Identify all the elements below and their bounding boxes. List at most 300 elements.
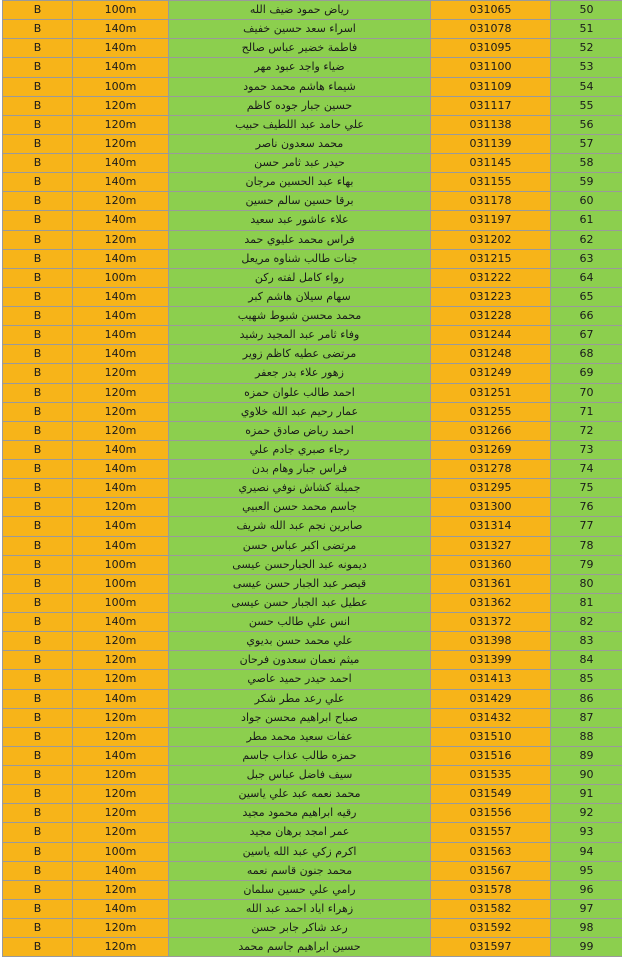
grade-cell: B [3, 154, 73, 173]
table-row [3, 345, 622, 364]
table-row [3, 632, 622, 651]
id-cell: 031266 [431, 421, 551, 440]
table-row [3, 842, 622, 861]
row-number-cell: 59 [551, 173, 622, 192]
name-cell: حمزه طالب عذاب جاسم [169, 746, 431, 765]
id-cell: 031592 [431, 919, 551, 938]
grade-cell: B [3, 804, 73, 823]
id-cell: 031597 [431, 938, 551, 957]
size-cell: 120m [73, 96, 169, 115]
name-cell: علي رعد مطر شكر [169, 689, 431, 708]
grade-cell: B [3, 440, 73, 459]
grade-cell: B [3, 919, 73, 938]
table-row [3, 307, 622, 326]
grade-cell: B [3, 345, 73, 364]
table-row [3, 173, 622, 192]
name-cell: ديمونه عبد الجبارحسن عيسى [169, 555, 431, 574]
size-cell: 140m [73, 20, 169, 39]
grade-cell: B [3, 651, 73, 670]
name-cell: عفات سعيد محمد مطر [169, 727, 431, 746]
id-cell: 031549 [431, 785, 551, 804]
id-cell: 031399 [431, 651, 551, 670]
name-cell: رجاء صبري جادم علي [169, 440, 431, 459]
size-cell: 140m [73, 536, 169, 555]
row-number-cell: 84 [551, 651, 622, 670]
size-cell: 120m [73, 880, 169, 899]
table-row [3, 861, 622, 880]
name-cell: ضياء واجد عبود مهر [169, 58, 431, 77]
table-row [3, 899, 622, 918]
size-cell: 140m [73, 746, 169, 765]
table-row [3, 20, 622, 39]
table-row [3, 364, 622, 383]
grade-cell: B [3, 77, 73, 96]
row-number-cell: 63 [551, 249, 622, 268]
table-row [3, 651, 622, 670]
row-number-cell: 54 [551, 77, 622, 96]
table-row [3, 593, 622, 612]
name-cell: ميثم نعمان سعدون فرحان [169, 651, 431, 670]
id-cell: 031215 [431, 249, 551, 268]
name-cell: سيف فاضل عباس جبل [169, 766, 431, 785]
grade-cell: B [3, 861, 73, 880]
size-cell: 120m [73, 938, 169, 957]
size-cell: 120m [73, 115, 169, 134]
name-cell: علاء عاشور عبد سعيد [169, 211, 431, 230]
row-number-cell: 96 [551, 880, 622, 899]
size-cell: 140m [73, 899, 169, 918]
row-number-cell: 53 [551, 58, 622, 77]
name-cell: عمر امجد برهان مجيد [169, 823, 431, 842]
row-number-cell: 52 [551, 39, 622, 58]
name-cell: صابرين نجم عبد الله شريف [169, 517, 431, 536]
name-cell: محمد نعمه عبد علي ياسين [169, 785, 431, 804]
row-number-cell: 85 [551, 670, 622, 689]
id-cell: 031295 [431, 479, 551, 498]
id-cell: 031065 [431, 1, 551, 20]
name-cell: قيصر عبد الجبار حسن عيسى [169, 574, 431, 593]
table-row [3, 268, 622, 287]
table-row [3, 517, 622, 536]
results-sheet [2, 0, 622, 957]
name-cell: مرتضى اكبر عباس حسن [169, 536, 431, 555]
row-number-cell: 82 [551, 613, 622, 632]
grade-cell: B [3, 593, 73, 612]
id-cell: 031244 [431, 326, 551, 345]
table-row [3, 39, 622, 58]
table-row [3, 574, 622, 593]
name-cell: رياض حمود ضيف الله [169, 1, 431, 20]
size-cell: 100m [73, 555, 169, 574]
id-cell: 031117 [431, 96, 551, 115]
size-cell: 120m [73, 823, 169, 842]
results-table [2, 0, 622, 957]
id-cell: 031567 [431, 861, 551, 880]
row-number-cell: 77 [551, 517, 622, 536]
name-cell: محمد سعدون ناصر [169, 134, 431, 153]
name-cell: جنات طالب شناوه مريعل [169, 249, 431, 268]
table-row [3, 440, 622, 459]
grade-cell: B [3, 268, 73, 287]
table-row [3, 77, 622, 96]
row-number-cell: 58 [551, 154, 622, 173]
size-cell: 140m [73, 345, 169, 364]
row-number-cell: 65 [551, 287, 622, 306]
size-cell: 140m [73, 613, 169, 632]
grade-cell: B [3, 249, 73, 268]
id-cell: 031078 [431, 20, 551, 39]
grade-cell: B [3, 823, 73, 842]
row-number-cell: 73 [551, 440, 622, 459]
row-number-cell: 69 [551, 364, 622, 383]
size-cell: 140m [73, 249, 169, 268]
id-cell: 031251 [431, 383, 551, 402]
size-cell: 140m [73, 307, 169, 326]
name-cell: سهام سيلان هاشم كبر [169, 287, 431, 306]
name-cell: فراس محمد عليوي حمد [169, 230, 431, 249]
size-cell: 120m [73, 708, 169, 727]
grade-cell: B [3, 134, 73, 153]
size-cell: 120m [73, 919, 169, 938]
name-cell: علي محمد حسن بديوي [169, 632, 431, 651]
table-row [3, 746, 622, 765]
size-cell: 120m [73, 670, 169, 689]
table-row [3, 689, 622, 708]
grade-cell: B [3, 479, 73, 498]
grade-cell: B [3, 96, 73, 115]
size-cell: 140m [73, 287, 169, 306]
size-cell: 120m [73, 727, 169, 746]
grade-cell: B [3, 460, 73, 479]
row-number-cell: 55 [551, 96, 622, 115]
name-cell: رعد شاكر جابر حسن [169, 919, 431, 938]
size-cell: 100m [73, 842, 169, 861]
id-cell: 031314 [431, 517, 551, 536]
id-cell: 031398 [431, 632, 551, 651]
id-cell: 031578 [431, 880, 551, 899]
grade-cell: B [3, 421, 73, 440]
name-cell: احمد رياض صادق حمزه [169, 421, 431, 440]
size-cell: 140m [73, 460, 169, 479]
table-row [3, 498, 622, 517]
id-cell: 031138 [431, 115, 551, 134]
name-cell: شيماء هاشم محمد حمود [169, 77, 431, 96]
size-cell: 140m [73, 58, 169, 77]
grade-cell: B [3, 899, 73, 918]
grade-cell: B [3, 574, 73, 593]
id-cell: 031563 [431, 842, 551, 861]
grade-cell: B [3, 287, 73, 306]
name-cell: صباح ابراهيم محسن جواد [169, 708, 431, 727]
id-cell: 031178 [431, 192, 551, 211]
row-number-cell: 60 [551, 192, 622, 211]
table-row [3, 938, 622, 957]
row-number-cell: 99 [551, 938, 622, 957]
grade-cell: B [3, 173, 73, 192]
size-cell: 100m [73, 77, 169, 96]
grade-cell: B [3, 211, 73, 230]
id-cell: 031095 [431, 39, 551, 58]
size-cell: 120m [73, 498, 169, 517]
id-cell: 031145 [431, 154, 551, 173]
name-cell: رواء كامل لفته ركن [169, 268, 431, 287]
id-cell: 031269 [431, 440, 551, 459]
id-cell: 031516 [431, 746, 551, 765]
row-number-cell: 51 [551, 20, 622, 39]
table-row [3, 287, 622, 306]
size-cell: 100m [73, 593, 169, 612]
row-number-cell: 64 [551, 268, 622, 287]
row-number-cell: 56 [551, 115, 622, 134]
id-cell: 031109 [431, 77, 551, 96]
table-row [3, 804, 622, 823]
table-row [3, 460, 622, 479]
id-cell: 031413 [431, 670, 551, 689]
table-row [3, 766, 622, 785]
id-cell: 031223 [431, 287, 551, 306]
row-number-cell: 95 [551, 861, 622, 880]
row-number-cell: 93 [551, 823, 622, 842]
table-row [3, 96, 622, 115]
id-cell: 031556 [431, 804, 551, 823]
row-number-cell: 86 [551, 689, 622, 708]
size-cell: 120m [73, 766, 169, 785]
id-cell: 031155 [431, 173, 551, 192]
id-cell: 031100 [431, 58, 551, 77]
table-row [3, 479, 622, 498]
grade-cell: B [3, 727, 73, 746]
grade-cell: B [3, 938, 73, 957]
id-cell: 031255 [431, 402, 551, 421]
size-cell: 140m [73, 440, 169, 459]
id-cell: 031222 [431, 268, 551, 287]
size-cell: 120m [73, 230, 169, 249]
size-cell: 140m [73, 517, 169, 536]
id-cell: 031360 [431, 555, 551, 574]
id-cell: 031228 [431, 307, 551, 326]
grade-cell: B [3, 613, 73, 632]
row-number-cell: 78 [551, 536, 622, 555]
grade-cell: B [3, 689, 73, 708]
id-cell: 031535 [431, 766, 551, 785]
grade-cell: B [3, 307, 73, 326]
id-cell: 031362 [431, 593, 551, 612]
size-cell: 120m [73, 804, 169, 823]
table-row [3, 211, 622, 230]
name-cell: بهاء عبد الحسين مرجان [169, 173, 431, 192]
id-cell: 031372 [431, 613, 551, 632]
table-row [3, 613, 622, 632]
id-cell: 031139 [431, 134, 551, 153]
table-row [3, 536, 622, 555]
grade-cell: B [3, 880, 73, 899]
name-cell: علي حامد عبد اللطيف حبيب [169, 115, 431, 134]
row-number-cell: 70 [551, 383, 622, 402]
name-cell: حسين ابراهيم جاسم محمد [169, 938, 431, 957]
grade-cell: B [3, 192, 73, 211]
size-cell: 120m [73, 421, 169, 440]
row-number-cell: 98 [551, 919, 622, 938]
grade-cell: B [3, 785, 73, 804]
grade-cell: B [3, 402, 73, 421]
name-cell: احمد حيدر حميد عاصي [169, 670, 431, 689]
size-cell: 140m [73, 39, 169, 58]
size-cell: 100m [73, 1, 169, 20]
row-number-cell: 81 [551, 593, 622, 612]
name-cell: عطيل عبد الجبار حسن عيسى [169, 593, 431, 612]
row-number-cell: 88 [551, 727, 622, 746]
grade-cell: B [3, 708, 73, 727]
row-number-cell: 92 [551, 804, 622, 823]
name-cell: وفاء ثامر عبد المجيد رشيد [169, 326, 431, 345]
results-table-body [3, 1, 622, 957]
row-number-cell: 89 [551, 746, 622, 765]
row-number-cell: 90 [551, 766, 622, 785]
table-row [3, 708, 622, 727]
grade-cell: B [3, 746, 73, 765]
name-cell: حسين جبار جوده كاظم [169, 96, 431, 115]
name-cell: جاسم محمد حسن العبيي [169, 498, 431, 517]
grade-cell: B [3, 1, 73, 20]
name-cell: اسراء سعد حسين خفيف [169, 20, 431, 39]
size-cell: 120m [73, 364, 169, 383]
id-cell: 031510 [431, 727, 551, 746]
row-number-cell: 80 [551, 574, 622, 593]
grade-cell: B [3, 58, 73, 77]
row-number-cell: 79 [551, 555, 622, 574]
size-cell: 140m [73, 154, 169, 173]
name-cell: زهراء اياد احمد عبد الله [169, 899, 431, 918]
row-number-cell: 66 [551, 307, 622, 326]
grade-cell: B [3, 115, 73, 134]
row-number-cell: 97 [551, 899, 622, 918]
size-cell: 120m [73, 192, 169, 211]
table-row [3, 402, 622, 421]
row-number-cell: 57 [551, 134, 622, 153]
row-number-cell: 75 [551, 479, 622, 498]
table-row [3, 115, 622, 134]
table-row [3, 670, 622, 689]
name-cell: فراس جبار وهام بدن [169, 460, 431, 479]
row-number-cell: 62 [551, 230, 622, 249]
row-number-cell: 87 [551, 708, 622, 727]
row-number-cell: 71 [551, 402, 622, 421]
row-number-cell: 91 [551, 785, 622, 804]
table-row [3, 383, 622, 402]
name-cell: مرتضى عطيه كاظم زوير [169, 345, 431, 364]
id-cell: 031300 [431, 498, 551, 517]
row-number-cell: 61 [551, 211, 622, 230]
size-cell: 120m [73, 651, 169, 670]
row-number-cell: 74 [551, 460, 622, 479]
id-cell: 031278 [431, 460, 551, 479]
id-cell: 031429 [431, 689, 551, 708]
grade-cell: B [3, 517, 73, 536]
name-cell: محمد محسن شبوط شهيب [169, 307, 431, 326]
name-cell: جميلة كشاش نوفي نصيري [169, 479, 431, 498]
grade-cell: B [3, 230, 73, 249]
table-row [3, 823, 622, 842]
id-cell: 031557 [431, 823, 551, 842]
name-cell: عمار رحيم عبد الله خلاوي [169, 402, 431, 421]
name-cell: رقيه ابراهيم محمود مجيد [169, 804, 431, 823]
grade-cell: B [3, 39, 73, 58]
table-row [3, 230, 622, 249]
table-row [3, 1, 622, 20]
table-row [3, 727, 622, 746]
size-cell: 100m [73, 574, 169, 593]
row-number-cell: 94 [551, 842, 622, 861]
id-cell: 031582 [431, 899, 551, 918]
table-row [3, 249, 622, 268]
grade-cell: B [3, 498, 73, 517]
table-row [3, 154, 622, 173]
table-row [3, 421, 622, 440]
size-cell: 100m [73, 268, 169, 287]
id-cell: 031361 [431, 574, 551, 593]
size-cell: 140m [73, 326, 169, 345]
id-cell: 031202 [431, 230, 551, 249]
row-number-cell: 50 [551, 1, 622, 20]
grade-cell: B [3, 326, 73, 345]
size-cell: 140m [73, 173, 169, 192]
row-number-cell: 72 [551, 421, 622, 440]
name-cell: احمد طالب علوان حمزه [169, 383, 431, 402]
id-cell: 031197 [431, 211, 551, 230]
size-cell: 120m [73, 134, 169, 153]
grade-cell: B [3, 364, 73, 383]
name-cell: برقا حسين سالم حسين [169, 192, 431, 211]
size-cell: 140m [73, 211, 169, 230]
name-cell: محمد جنون قاسم نعمه [169, 861, 431, 880]
row-number-cell: 67 [551, 326, 622, 345]
table-row [3, 880, 622, 899]
size-cell: 120m [73, 402, 169, 421]
row-number-cell: 83 [551, 632, 622, 651]
id-cell: 031249 [431, 364, 551, 383]
id-cell: 031327 [431, 536, 551, 555]
size-cell: 140m [73, 861, 169, 880]
grade-cell: B [3, 383, 73, 402]
size-cell: 120m [73, 383, 169, 402]
table-row [3, 134, 622, 153]
table-row [3, 192, 622, 211]
grade-cell: B [3, 20, 73, 39]
table-row [3, 555, 622, 574]
id-cell: 031248 [431, 345, 551, 364]
grade-cell: B [3, 536, 73, 555]
row-number-cell: 68 [551, 345, 622, 364]
id-cell: 031432 [431, 708, 551, 727]
grade-cell: B [3, 766, 73, 785]
table-row [3, 326, 622, 345]
name-cell: انس علي طالب حسن [169, 613, 431, 632]
table-row [3, 785, 622, 804]
name-cell: حيدر عبد ثامر حسن [169, 154, 431, 173]
name-cell: اكرم زكي عبد الله ياسين [169, 842, 431, 861]
table-row [3, 58, 622, 77]
name-cell: فاطمة خضير عباس صالح [169, 39, 431, 58]
grade-cell: B [3, 632, 73, 651]
grade-cell: B [3, 555, 73, 574]
size-cell: 140m [73, 689, 169, 708]
row-number-cell: 76 [551, 498, 622, 517]
size-cell: 120m [73, 785, 169, 804]
name-cell: زهور علاء بدر جعفر [169, 364, 431, 383]
grade-cell: B [3, 842, 73, 861]
size-cell: 120m [73, 632, 169, 651]
size-cell: 140m [73, 479, 169, 498]
